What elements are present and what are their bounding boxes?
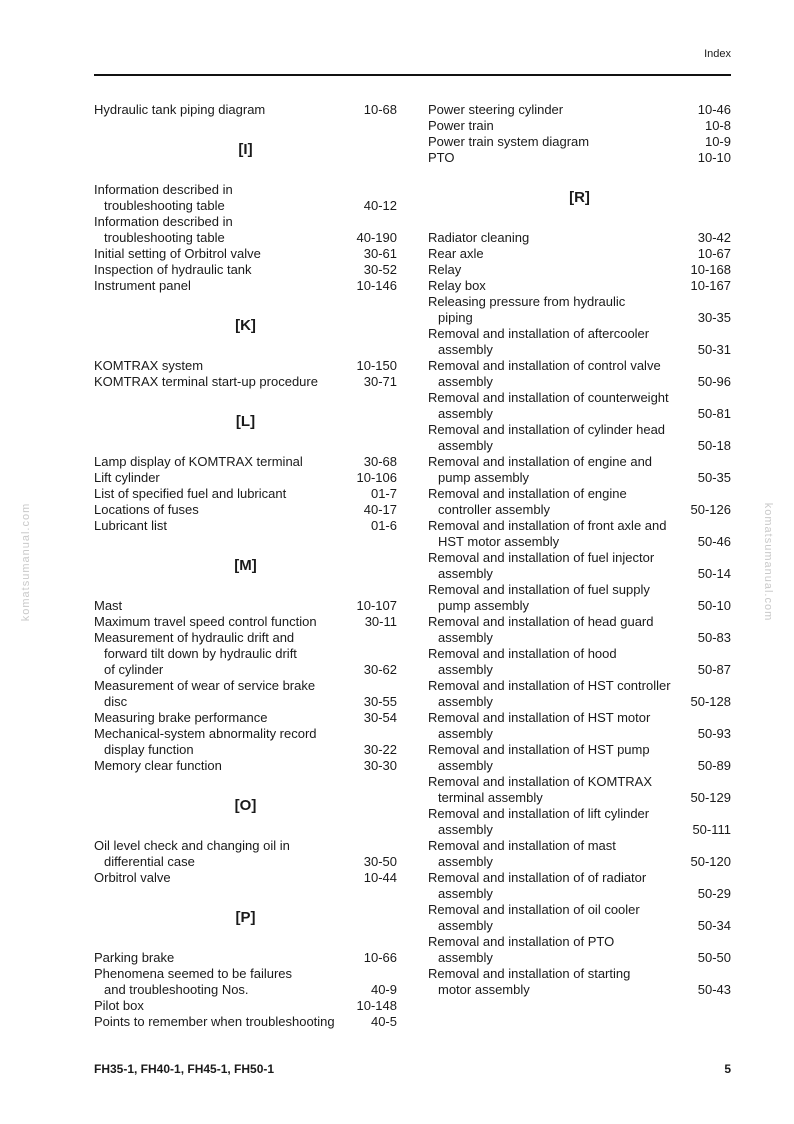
index-entry-text: Removal and installation of hood — [428, 646, 617, 661]
index-entry-text: assembly — [438, 854, 493, 869]
index-entry — [94, 262, 397, 278]
index-entry-text: terminal assembly — [438, 790, 543, 805]
index-entry-page: 30-62 — [363, 662, 397, 677]
index-entry-text: PTO — [428, 150, 455, 165]
index-entry-text: troubleshooting table — [104, 198, 225, 213]
index-entry-page: 10-146 — [356, 278, 397, 293]
index-entry-text: Information described in — [94, 214, 233, 229]
index-entry-text: Relay — [428, 262, 462, 277]
index-entry-page: 10-10 — [697, 150, 731, 165]
index-entry-page: 10-106 — [356, 470, 397, 485]
index-entry-page: 30-54 — [363, 710, 397, 725]
index-entry-page: 40-12 — [363, 198, 397, 213]
index-entry-text: pump assembly — [438, 470, 530, 485]
index-entry — [94, 870, 397, 886]
index-entry — [428, 278, 731, 294]
index-entry — [94, 518, 397, 534]
index-entry-text: Oil level check and changing oil in — [94, 838, 290, 853]
index-entry-text: Removal and installation of HST pump — [428, 742, 650, 757]
index-entry — [428, 246, 731, 262]
index-entry-text: Removal and installation of lift cylinder — [428, 806, 650, 821]
index-entry-text: Parking brake — [94, 950, 175, 965]
index-entry — [428, 614, 731, 646]
index-entry — [428, 262, 731, 278]
index-column-right — [428, 102, 731, 998]
index-entry-page: 10-168 — [690, 262, 731, 277]
header-rule — [94, 74, 731, 76]
index-entry-text: assembly — [438, 758, 493, 773]
index-entry-text: Points to remember when troubleshooting — [94, 1014, 335, 1029]
index-entry-text: Lift cylinder — [94, 470, 160, 485]
index-entry-page: 50-93 — [697, 726, 731, 741]
index-entry-text: KOMTRAX terminal start-up procedure — [94, 374, 318, 389]
index-entry-page: 50-43 — [697, 982, 731, 997]
index-entry-text: Removal and installation of fuel injector — [428, 550, 655, 565]
index-section-heading: [M] — [234, 557, 257, 574]
header-section-label: Index — [704, 48, 731, 60]
index-entry-page: 40-190 — [356, 230, 397, 245]
index-entry — [94, 502, 397, 518]
index-entry-text: troubleshooting table — [104, 230, 225, 245]
index-entry-text: Memory clear function — [94, 758, 222, 773]
index-entry-text: Power train system diagram — [428, 134, 590, 149]
index-entry-text: Removal and installation of oil cooler — [428, 902, 640, 917]
index-entry — [428, 390, 731, 422]
index-entry-text: Maximum travel speed control function — [94, 614, 317, 629]
index-entry-text: KOMTRAX system — [94, 358, 204, 373]
index-entry-page: 50-126 — [690, 502, 731, 517]
index-entry-page: 10-44 — [363, 870, 397, 885]
index-entry-text: Lubricant list — [94, 518, 167, 533]
index-entry — [94, 598, 397, 614]
index-entry-page: 50-81 — [697, 406, 731, 421]
index-entry-text: assembly — [438, 566, 493, 581]
index-entry — [428, 358, 731, 390]
index-entry-text: Phenomena seemed to be failures — [94, 966, 293, 981]
index-entry-page: 30-61 — [363, 246, 397, 261]
index-entry-text: Measurement of wear of service brake — [94, 678, 316, 693]
index-entry-text: pump assembly — [438, 598, 530, 613]
index-entry-text: Removal and installation of aftercooler — [428, 326, 650, 341]
index-entry-text: Removal and installation of control valve — [428, 358, 661, 373]
index-entry-page: 50-46 — [697, 534, 731, 549]
index-entry — [94, 614, 397, 630]
index-entry — [94, 726, 397, 758]
index-entry — [94, 966, 397, 998]
index-entry-page: 40-5 — [370, 1014, 397, 1029]
index-section-heading: [I] — [238, 141, 253, 158]
index-entry-page: 50-18 — [697, 438, 731, 453]
index-entry-page: 30-42 — [697, 230, 731, 245]
index-entry-page: 50-120 — [690, 854, 731, 869]
index-entry-text: Rear axle — [428, 246, 484, 261]
index-entry-page: 50-10 — [697, 598, 731, 613]
index-entry-text: Radiator cleaning — [428, 230, 530, 245]
index-entry-page: 10-68 — [363, 102, 397, 117]
index-entry-text: Information described in — [94, 182, 233, 197]
index-entry-text: assembly — [438, 950, 493, 965]
index-entry-text: assembly — [438, 406, 493, 421]
index-entry-text: List of specified fuel and lubricant — [94, 486, 287, 501]
index-entry-text: Mast — [94, 598, 123, 613]
index-entry — [94, 358, 397, 374]
index-entry-text: Releasing pressure from hydraulic — [428, 294, 626, 309]
index-entry — [428, 902, 731, 934]
index-entry — [94, 278, 397, 294]
index-entry — [428, 678, 731, 710]
index-entry-text: Pilot box — [94, 998, 144, 1013]
index-entry-text: assembly — [438, 374, 493, 389]
index-entry-page: 50-29 — [697, 886, 731, 901]
index-entry-text: Orbitrol valve — [94, 870, 171, 885]
index-entry-page: 50-111 — [692, 822, 731, 837]
index-entry-text: and troubleshooting Nos. — [104, 982, 249, 997]
index-entry-text: assembly — [438, 662, 493, 677]
index-entry-text: HST motor assembly — [438, 534, 560, 549]
index-entry-page: 01-6 — [370, 518, 397, 533]
index-entry-text: Removal and installation of engine and — [428, 454, 653, 469]
index-entry-page: 50-87 — [697, 662, 731, 677]
index-section-heading: [L] — [235, 413, 256, 430]
index-entry-text: assembly — [438, 726, 493, 741]
index-entry — [428, 710, 731, 742]
index-entry-page: 10-9 — [704, 134, 731, 149]
footer-models: FH35-1, FH40-1, FH45-1, FH50-1 — [94, 1062, 275, 1076]
index-entry — [94, 102, 397, 118]
index-entry — [94, 758, 397, 774]
index-entry-text: Measuring brake performance — [94, 710, 268, 725]
index-entry-text: Lamp display of KOMTRAX terminal — [94, 454, 303, 469]
index-entry-page: 40-17 — [363, 502, 397, 517]
index-entry — [428, 838, 731, 870]
index-entry-text: Hydraulic tank piping diagram — [94, 102, 266, 117]
index-entry-text: forward tilt down by hydraulic drift — [104, 646, 297, 661]
index-entry-text: Removal and installation of starting — [428, 966, 631, 981]
index-entry-text: Mechanical-system abnormality record — [94, 726, 317, 741]
index-entry-text: assembly — [438, 342, 493, 357]
index-entry — [428, 150, 731, 166]
index-entry-text: Removal and installation of counterweight — [428, 390, 669, 405]
index-entry-page: 30-55 — [363, 694, 397, 709]
index-entry — [428, 742, 731, 774]
index-entry — [94, 838, 397, 870]
index-entry-page: 50-50 — [697, 950, 731, 965]
index-entry-page: 30-71 — [363, 374, 397, 389]
index-entry-page: 50-34 — [697, 918, 731, 933]
index-entry — [94, 950, 397, 966]
index-entry — [94, 246, 397, 262]
index-entry — [94, 678, 397, 710]
index-entry-text: Removal and installation of fuel supply — [428, 582, 650, 597]
index-entry-page: 30-11 — [364, 614, 397, 629]
index-entry-text: Initial setting of Orbitrol valve — [94, 246, 261, 261]
index-entry-page: 50-35 — [697, 470, 731, 485]
index-entry-page: 40-9 — [370, 982, 397, 997]
index-entry-page: 10-46 — [697, 102, 731, 117]
index-entry — [94, 214, 397, 246]
index-entry-text: Removal and installation of of radiator — [428, 870, 647, 885]
index-entry-page: 50-128 — [690, 694, 731, 709]
index-entry — [428, 326, 731, 358]
index-entry — [428, 454, 731, 486]
index-entry — [428, 934, 731, 966]
index-entry-text: Power train — [428, 118, 494, 133]
index-entry-text: Removal and installation of HST controller — [428, 678, 671, 693]
index-entry — [94, 630, 397, 678]
index-section-heading: [O] — [234, 797, 257, 814]
index-entry-text: assembly — [438, 694, 493, 709]
index-column-left — [94, 102, 397, 1030]
index-entry-page: 50-14 — [697, 566, 731, 581]
index-entry-text: Removal and installation of cylinder head — [428, 422, 666, 437]
index-entry-text: piping — [438, 310, 473, 325]
index-entry-text: assembly — [438, 886, 493, 901]
index-entry-text: Removal and installation of engine — [428, 486, 627, 501]
index-entry — [428, 646, 731, 678]
index-section-heading: [R] — [569, 189, 590, 206]
index-entry-page: 10-107 — [356, 598, 397, 613]
index-entry — [428, 422, 731, 454]
index-entry-text: assembly — [438, 630, 493, 645]
index-entry — [428, 518, 731, 550]
index-entry — [94, 486, 397, 502]
index-entry-page: 10-8 — [704, 118, 731, 133]
index-entry-page: 10-148 — [356, 998, 397, 1013]
index-entry-text: assembly — [438, 822, 493, 837]
index-entry-text: Power steering cylinder — [428, 102, 564, 117]
index-entry-page: 50-83 — [697, 630, 731, 645]
index-entry-page: 10-67 — [697, 246, 731, 261]
index-entry — [94, 182, 397, 214]
watermark-left: komatsumanual.com — [20, 502, 32, 622]
index-entry — [94, 374, 397, 390]
index-entry — [94, 470, 397, 486]
index-entry-text: Removal and installation of KOMTRAX — [428, 774, 652, 789]
index-entry-text: Removal and installation of head guard — [428, 614, 654, 629]
index-entry-text: Locations of fuses — [94, 502, 199, 517]
index-entry — [94, 998, 397, 1014]
index-entry — [94, 710, 397, 726]
index-entry — [428, 774, 731, 806]
index-entry-text: assembly — [438, 918, 493, 933]
index-section-heading: [K] — [235, 317, 256, 334]
index-entry — [428, 486, 731, 518]
index-entry-text: of cylinder — [104, 662, 164, 677]
index-entry-page: 50-31 — [697, 342, 731, 357]
index-entry-page: 10-167 — [690, 278, 731, 293]
index-entry — [94, 1014, 397, 1030]
index-entry-page: 10-150 — [356, 358, 397, 373]
index-entry-text: Instrument panel — [94, 278, 191, 293]
index-entry — [428, 102, 731, 118]
index-entry — [428, 870, 731, 902]
index-entry-text: disc — [104, 694, 128, 709]
index-entry-page: 50-129 — [690, 790, 731, 805]
index-entry-text: motor assembly — [438, 982, 530, 997]
index-entry-page: 01-7 — [370, 486, 397, 501]
index-entry — [428, 966, 731, 998]
index-entry-page: 30-30 — [363, 758, 397, 773]
index-entry-text: Removal and installation of PTO — [428, 934, 615, 949]
index-entry-text: controller assembly — [438, 502, 550, 517]
index-entry — [428, 230, 731, 246]
index-entry — [428, 550, 731, 582]
index-entry — [428, 294, 731, 326]
index-entry-text: Removal and installation of front axle and — [428, 518, 667, 533]
index-entry-text: display function — [104, 742, 194, 757]
index-section-heading: [P] — [235, 909, 256, 926]
footer-page-number: 5 — [724, 1062, 731, 1076]
index-entry — [428, 582, 731, 614]
index-entry-text: Inspection of hydraulic tank — [94, 262, 252, 277]
index-entry-page: 10-66 — [363, 950, 397, 965]
index-entry — [428, 118, 731, 134]
index-entry-text: Removal and installation of HST motor — [428, 710, 651, 725]
index-entry-text: Relay box — [428, 278, 486, 293]
index-entry-text: differential case — [104, 854, 195, 869]
index-entry — [94, 454, 397, 470]
index-entry-page: 50-96 — [697, 374, 731, 389]
index-entry-page: 50-89 — [697, 758, 731, 773]
index-entry-page: 30-52 — [363, 262, 397, 277]
index-entry-page: 30-35 — [697, 310, 731, 325]
index-entry-page: 30-68 — [363, 454, 397, 469]
index-entry-page: 30-22 — [363, 742, 397, 757]
index-entry — [428, 134, 731, 150]
index-entry — [428, 806, 731, 838]
watermark-right: komatsumanual.com — [762, 502, 774, 622]
index-entry-page: 30-50 — [363, 854, 397, 869]
index-entry-text: Removal and installation of mast — [428, 838, 616, 853]
index-entry-text: Measurement of hydraulic drift and — [94, 630, 295, 645]
index-entry-text: assembly — [438, 438, 493, 453]
